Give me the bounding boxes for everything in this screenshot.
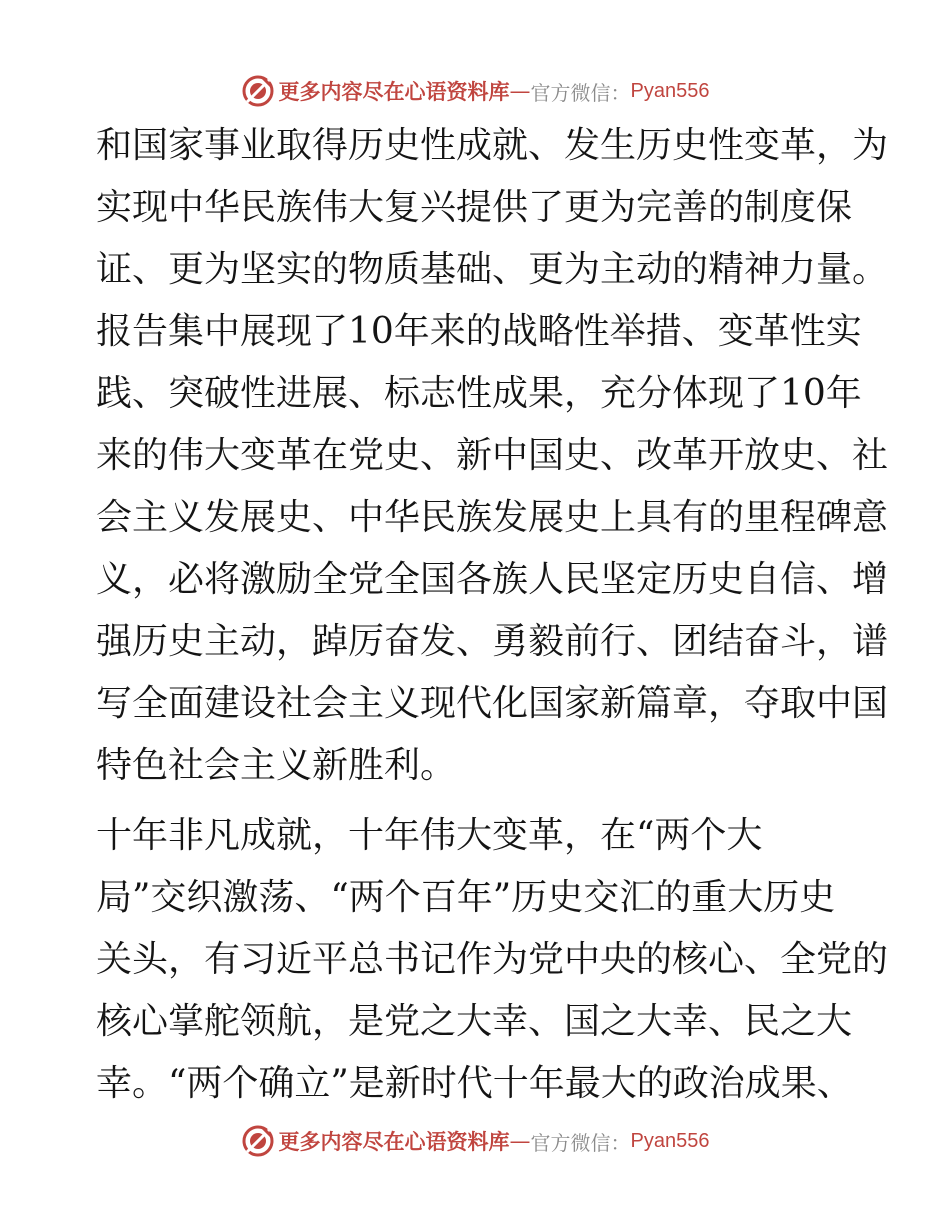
- logo-icon: [241, 1124, 275, 1158]
- text-line: 报告集中展现了10年来的战略性举措、变革性实: [96, 311, 862, 352]
- promo-text: 更多内容尽在心语资料库: [278, 1130, 510, 1154]
- text-line: 会主义发展史、中华民族发展史上具有的里程碑意: [96, 497, 889, 538]
- text-line: 来的伟大变革在党史、新中国史、改革开放史、社: [96, 435, 889, 476]
- wechat-label: 官方微信：: [530, 1130, 631, 1155]
- text-line: 幸。“两个确立”是新时代十年最大的政治成果、: [96, 1063, 853, 1104]
- text-line: 实现中华民族伟大复兴提供了更为完善的制度保: [96, 187, 853, 228]
- text-line: 核心掌舵领航，是党之大幸、国之大幸、民之大: [96, 1001, 853, 1042]
- text-line: 关头，有习近平总书记作为党中央的核心、全党的: [96, 939, 889, 980]
- wechat-id: Pyan556: [630, 79, 710, 102]
- text-line: 十年非凡成就，十年伟大变革，在“两个大: [96, 815, 763, 856]
- text-line: 写全面建设社会主义现代化国家新篇章，夺取中国: [96, 683, 889, 724]
- text-line: 强历史主动，踔厉奋发、勇毅前行、团结奋斗，谱: [96, 621, 889, 662]
- wechat-id: Pyan556: [630, 1129, 710, 1152]
- promo-text: 更多内容尽在心语资料库: [278, 80, 510, 104]
- text-line: 局”交织激荡、“两个百年”历史交汇的重大历史: [96, 877, 836, 918]
- promo-dash: —: [509, 79, 531, 103]
- text-line: 和国家事业取得历史性成就、发生历史性变革，为: [96, 125, 889, 166]
- text-line: 证、更为坚实的物质基础、更为主动的精神力量。: [96, 249, 889, 290]
- text-line: 践、突破性进展、标志性成果，充分体现了10年: [96, 373, 862, 414]
- wechat-label: 官方微信：: [530, 80, 631, 105]
- promo-dash: —: [509, 1129, 531, 1153]
- text-line: 特色社会主义新胜利。: [96, 745, 457, 786]
- text-line: 义，必将激励全党全国各族人民坚定历史自信、增: [96, 559, 889, 600]
- footer-watermark: [0, 1121, 950, 1161]
- header-watermark: [0, 71, 950, 111]
- logo-icon: [241, 74, 275, 108]
